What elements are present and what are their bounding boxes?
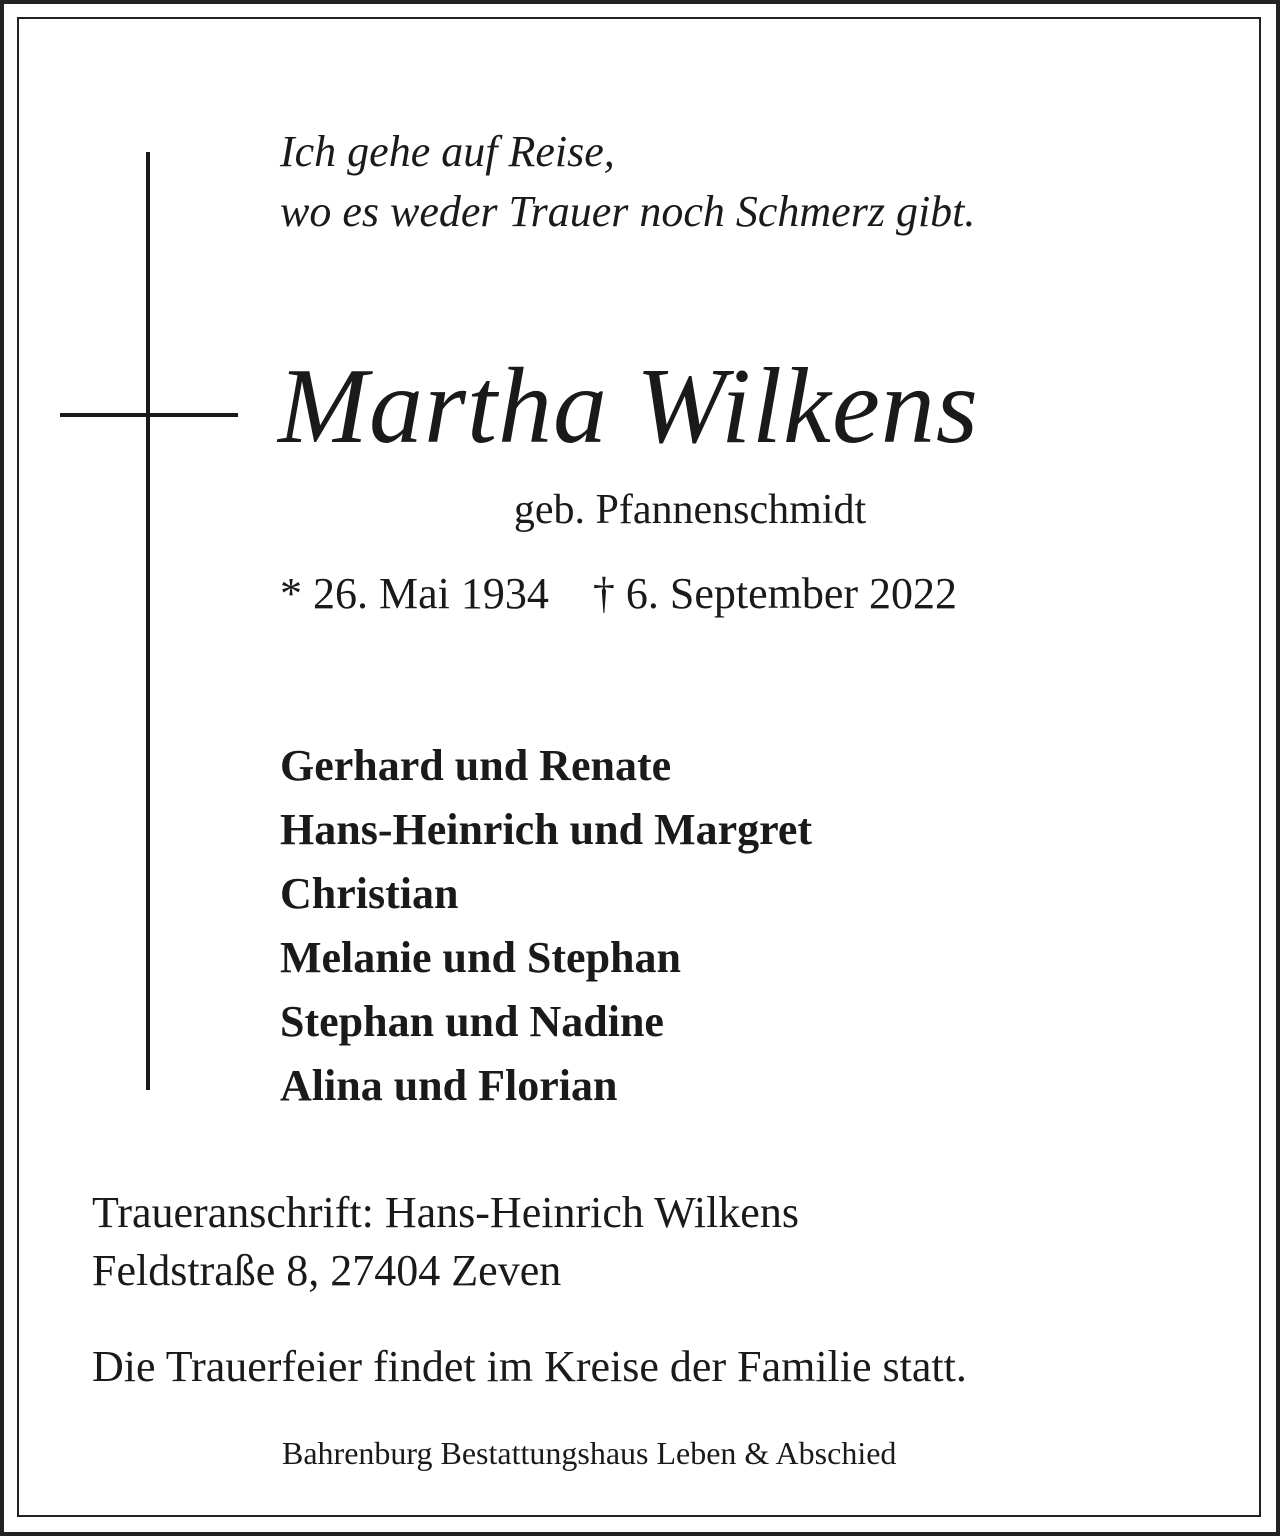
- address-line-2: Feldstraße 8, 27404 Zeven: [92, 1246, 562, 1295]
- undertaker-credit: Bahrenburg Bestattungshaus Leben & Abschied: [282, 1435, 897, 1471]
- quote-line-2: wo es weder Trauer noch Schmerz gibt.: [280, 187, 976, 236]
- life-dates: [280, 565, 957, 623]
- mourner-entry: Hans-Heinrich und Margret: [280, 805, 813, 854]
- deceased-name: Martha Wilkens: [278, 347, 979, 466]
- mourning-address: [92, 1184, 799, 1300]
- address-line-1: Traueranschrift: Hans-Heinrich Wilkens: [92, 1188, 799, 1237]
- cross-icon-vertical-bar: [146, 152, 150, 1090]
- death-date: † 6. September 2022: [592, 569, 958, 618]
- mourner-entry: Alina und Florian: [280, 1061, 618, 1110]
- mourner-entry: Melanie und Stephan: [280, 933, 681, 982]
- ceremony-note: Die Trauerfeier findet im Kreise der Familie statt.: [92, 1342, 967, 1391]
- mourners-list: [280, 734, 812, 1118]
- birth-date: * 26. Mai 1934: [280, 569, 549, 618]
- cross-icon-horizontal-bar: [60, 413, 238, 417]
- mourner-entry: Christian: [280, 869, 459, 918]
- mourner-entry: Stephan und Nadine: [280, 997, 664, 1046]
- mourner-entry: Gerhard und Renate: [280, 741, 672, 790]
- quote-line-1: Ich gehe auf Reise,: [280, 127, 615, 176]
- memorial-quote: [280, 122, 975, 242]
- maiden-name: geb. Pfannenschmidt: [513, 487, 867, 533]
